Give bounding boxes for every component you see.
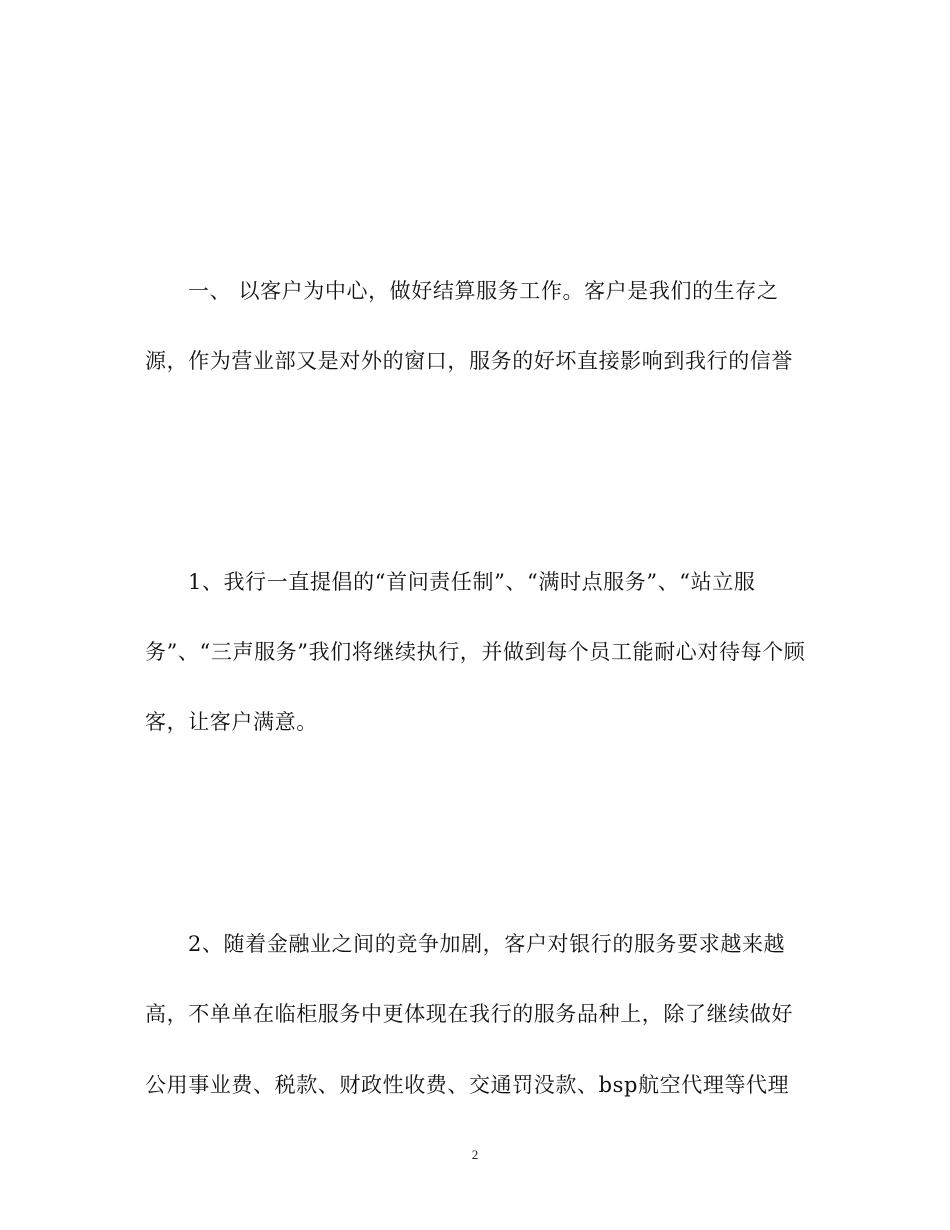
paragraph-2-line-1: 1、我行一直提倡的“首问责任制”、“满时点服务”、“站立服 [188,570,756,594]
paragraph-3-line-3: 公用事业费、税款、财政性收费、交通罚没款、bsp航空代理等代理 [145,1073,790,1097]
page-number: 2 [471,1147,479,1162]
paragraph-2-line-2: 务”、“三声服务”我们将继续执行，并做到每个员工能耐心对待每个顾 [145,640,806,664]
paragraph-1-line-1: 一、 以客户为中心，做好结算服务工作。客户是我们的生存之 [188,279,779,303]
paragraph-1-line-2: 源，作为营业部又是对外的窗口，服务的好坏直接影响到我行的信誉 [145,349,793,373]
paragraph-2-line-3: 客，让客户满意。 [145,710,318,734]
paragraph-3-line-1: 2、随着金融业之间的竞争加剧，客户对银行的服务要求越来越 [188,932,786,956]
paragraph-3-line-2: 高，不单单在临柜服务中更体现在我行的服务品种上，除了继续做好 [145,1002,793,1026]
